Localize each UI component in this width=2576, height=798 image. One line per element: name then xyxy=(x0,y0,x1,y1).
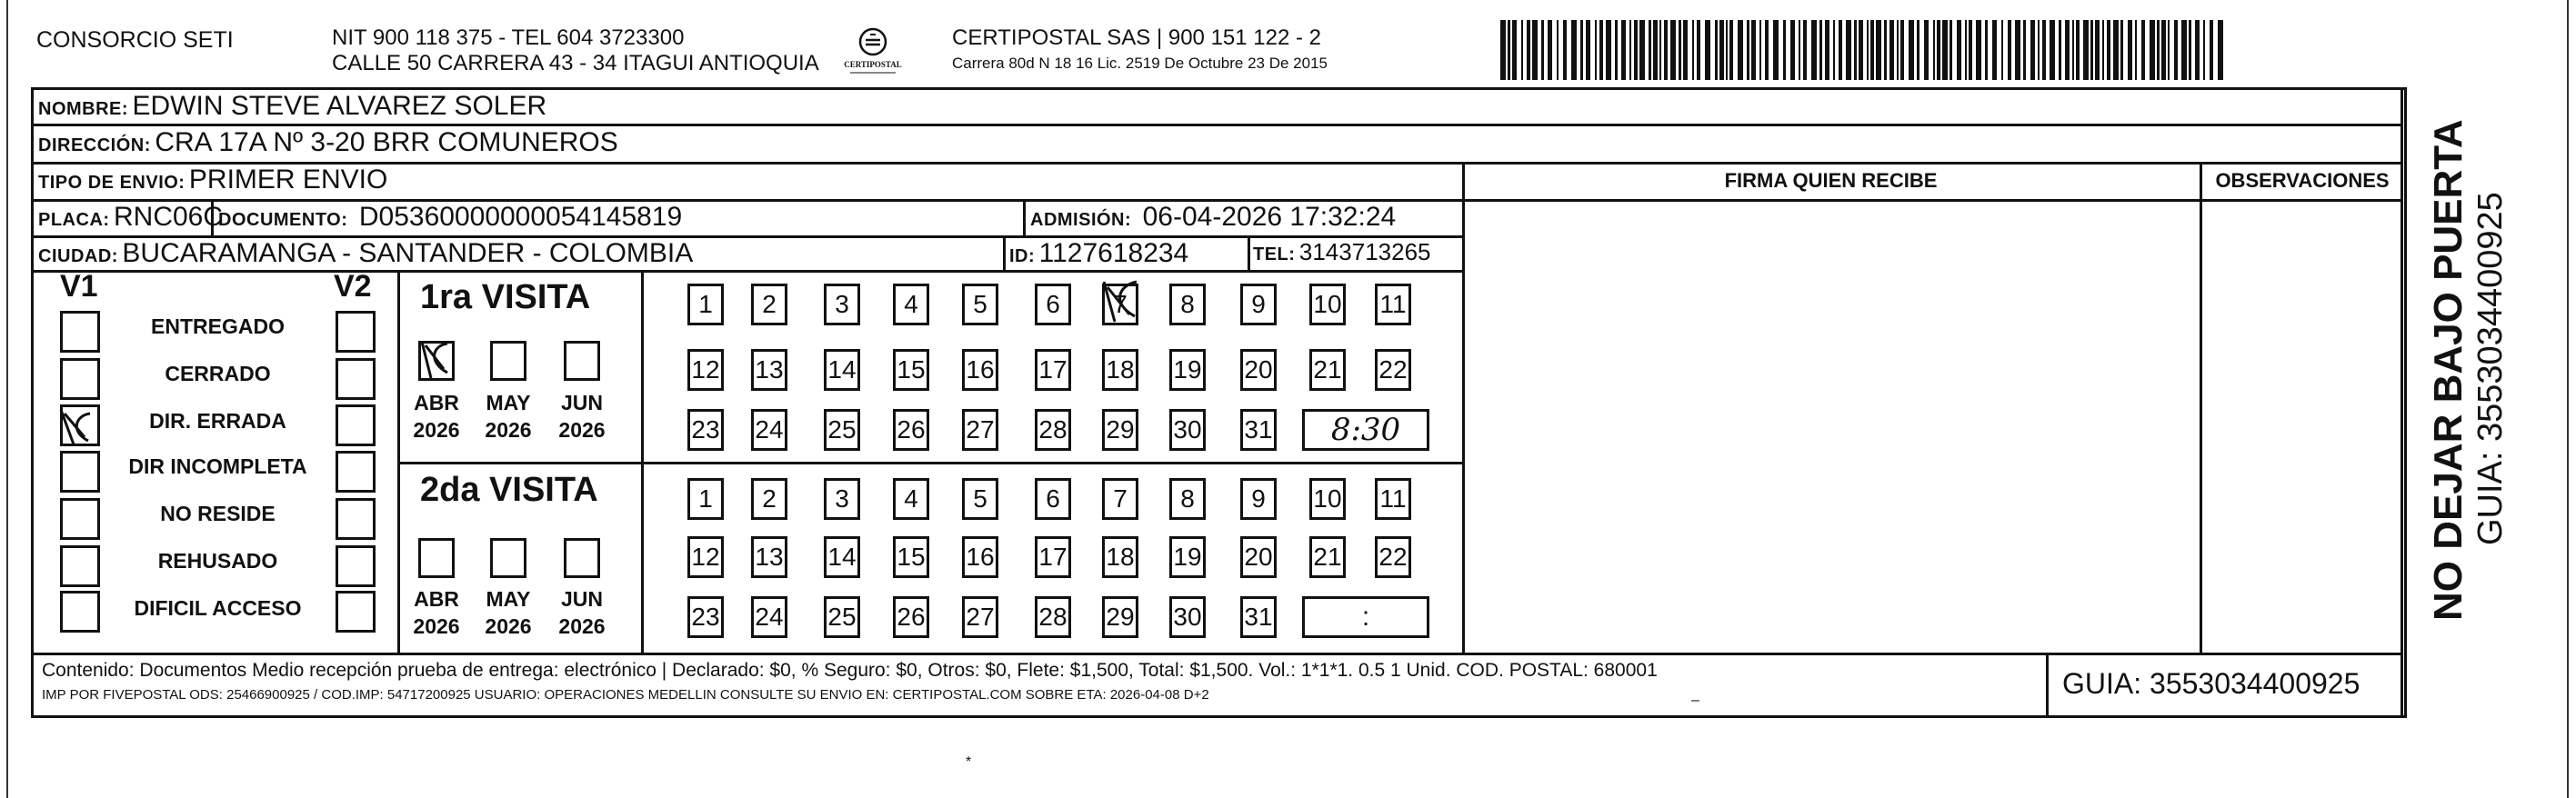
first-month-label-abr: ABR xyxy=(414,391,459,414)
direccion-label: DIRECCIÓN: xyxy=(38,135,151,155)
certipostal-logo xyxy=(832,24,914,78)
barcode-bar xyxy=(1889,20,1894,80)
second-day-box[interactable]: 20 xyxy=(1240,536,1277,578)
barcode-bar xyxy=(1985,20,1988,80)
barcode-bar xyxy=(1599,20,1603,80)
first-day-box[interactable]: 14 xyxy=(824,349,860,391)
barcode-bar xyxy=(1634,20,1638,80)
barcode-bar xyxy=(1532,20,1538,80)
first-day-box[interactable]: 30 xyxy=(1169,409,1206,451)
tel-value: 3143713265 xyxy=(1298,238,1431,265)
first-day-box[interactable]: 18 xyxy=(1102,349,1138,391)
first-day-box[interactable]: 16 xyxy=(962,349,998,391)
v1-checkbox[interactable] xyxy=(60,358,100,400)
second-day-box[interactable]: 26 xyxy=(893,596,929,638)
barcode-bar xyxy=(1773,20,1779,80)
barcode-bar xyxy=(1541,20,1544,80)
first-day-check-mark xyxy=(1098,278,1144,330)
barcode-bar xyxy=(1705,20,1710,80)
first-visit-title: 1ra VISITA xyxy=(420,278,591,316)
first-month-label-jun: JUN xyxy=(560,391,603,414)
barcode-bar xyxy=(2023,20,2026,80)
barcode-bar xyxy=(2189,20,2191,80)
barcode-bar xyxy=(1933,20,1935,80)
shipment-type: PRIMER ENVIO xyxy=(188,165,388,195)
first-day-box[interactable]: 8 xyxy=(1169,284,1206,325)
second-day-box[interactable]: 17 xyxy=(1035,536,1071,578)
second-year-jun: 2026 xyxy=(558,614,606,638)
barcode-bar xyxy=(1726,20,1728,80)
barcode-bar xyxy=(2008,20,2011,80)
barcode-bar xyxy=(2038,20,2040,80)
barcode-bar xyxy=(2195,20,2200,80)
second-day-box[interactable]: 30 xyxy=(1169,596,1206,638)
status-label: ENTREGADO xyxy=(151,314,285,338)
first-month-jun[interactable] xyxy=(564,341,600,381)
barcode-bar xyxy=(2059,20,2061,80)
second-visit-title: 2da VISITA xyxy=(420,471,598,509)
second-day-box[interactable]: 5 xyxy=(962,478,998,520)
barcode-bar xyxy=(1839,20,1842,80)
barcode-bar xyxy=(1697,20,1700,80)
second-month-abr[interactable] xyxy=(418,538,455,578)
second-day-box[interactable]: 24 xyxy=(751,596,787,638)
barcode-bar xyxy=(2042,20,2046,80)
barcode-bar xyxy=(2120,20,2123,80)
barcode-bar xyxy=(1606,20,1611,80)
first-day-box[interactable]: 5 xyxy=(962,284,998,325)
status-label: DIR. ERRADA xyxy=(149,409,286,433)
barcode-bar xyxy=(2157,20,2160,80)
barcode-bar xyxy=(1670,20,1676,80)
second-day-box[interactable]: 2 xyxy=(751,478,787,520)
firma-header: FIRMA QUIEN RECIBE xyxy=(1724,169,1938,192)
barcode-bar xyxy=(2150,20,2155,80)
status-label: REHUSADO xyxy=(157,549,278,573)
v2-checkbox[interactable] xyxy=(336,591,376,633)
side-guia: GUIA: 3553034400925 xyxy=(2471,192,2510,545)
second-month-may[interactable] xyxy=(490,538,526,578)
status-label: CERRADO xyxy=(165,362,271,385)
side-warning: NO DEJAR BAJO PUERTA xyxy=(2426,119,2471,621)
second-day-box[interactable]: 6 xyxy=(1035,478,1071,520)
barcode-bar xyxy=(1659,20,1661,80)
barcode-bar xyxy=(1811,20,1817,80)
first-day-box[interactable]: 21 xyxy=(1309,349,1346,391)
barcode-bar xyxy=(1715,20,1718,80)
tel-label: TEL: xyxy=(1253,244,1296,264)
placa-label: PLACA: xyxy=(38,210,110,230)
dash-mark: – xyxy=(1691,693,1699,708)
barcode-bar xyxy=(2090,20,2093,80)
second-day-box[interactable]: 19 xyxy=(1169,536,1206,578)
second-day-box[interactable]: 10 xyxy=(1309,478,1346,520)
second-year-abr: 2026 xyxy=(413,614,460,638)
barcode-bar xyxy=(2161,20,2166,80)
barcode-bar xyxy=(2141,20,2145,80)
barcode-bar xyxy=(1759,20,1761,80)
barcode-bar xyxy=(1738,20,1743,80)
svg-text:CERTIPOSTAL: CERTIPOSTAL xyxy=(844,60,902,69)
second-year-may: 2026 xyxy=(485,614,532,638)
barcode-bar xyxy=(1854,20,1857,80)
first-day-box[interactable]: 3 xyxy=(824,284,860,325)
v1-check-mark xyxy=(57,404,103,454)
company-name: CONSORCIO SETI xyxy=(36,27,234,53)
first-month-label-may: MAY xyxy=(486,391,531,414)
barcode-bar xyxy=(1846,20,1851,80)
barcode-bar xyxy=(2102,20,2104,80)
barcode-bar xyxy=(1969,20,1972,80)
second-month-jun[interactable] xyxy=(564,538,600,578)
barcode-bar xyxy=(2203,20,2205,80)
barcode-bar xyxy=(1833,20,1835,80)
barcode-bar xyxy=(2095,20,2100,80)
first-day-box[interactable]: 28 xyxy=(1035,409,1071,451)
first-day-box[interactable]: 6 xyxy=(1035,284,1071,325)
second-day-box[interactable]: 22 xyxy=(1375,536,1411,578)
barcode-bar xyxy=(1859,20,1863,80)
barcode-bar xyxy=(1897,20,1899,80)
barcode-bar xyxy=(1679,20,1681,80)
second-day-box[interactable]: 25 xyxy=(824,596,860,638)
barcode-bar xyxy=(1799,20,1800,80)
nombre-label: NOMBRE: xyxy=(38,99,129,119)
second-visit-time[interactable]: : xyxy=(1302,596,1429,638)
barcode-bar xyxy=(1649,20,1651,80)
stray-mark: * xyxy=(966,754,972,770)
v1-checkbox[interactable] xyxy=(60,451,100,493)
barcode-bar xyxy=(1942,20,1948,80)
barcode-bar xyxy=(1639,20,1645,80)
second-day-box[interactable]: 7 xyxy=(1102,478,1138,520)
recipient-name: EDWIN STEVE ALVAREZ SOLER xyxy=(132,91,547,121)
first-day-box[interactable]: 2 xyxy=(751,284,787,325)
second-day-box[interactable]: 23 xyxy=(687,596,724,638)
barcode-bar xyxy=(1729,20,1733,80)
barcode-bar xyxy=(2174,20,2178,80)
barcode-bar xyxy=(1900,20,1904,80)
barcode-bar xyxy=(1653,20,1658,80)
side-divider xyxy=(2401,87,2403,718)
v2-checkbox[interactable] xyxy=(336,498,376,540)
v1-checkbox[interactable] xyxy=(60,498,100,540)
barcode-bar xyxy=(2050,20,2055,80)
plate-value: RNC06C xyxy=(114,202,224,232)
second-day-box[interactable]: 18 xyxy=(1102,536,1138,578)
second-day-box[interactable]: 12 xyxy=(687,536,724,578)
barcode-bar xyxy=(1803,20,1807,80)
barcode-bar xyxy=(2083,20,2089,80)
barcode-bar xyxy=(1683,20,1688,80)
recipient-address: CRA 17A Nº 3-20 BRR COMUNEROS xyxy=(155,127,618,157)
barcode-bar xyxy=(2135,20,2137,80)
first-day-box[interactable]: 4 xyxy=(893,284,929,325)
barcode-bar xyxy=(1595,20,1597,80)
status-label: DIFICIL ACCESO xyxy=(134,596,302,620)
nit-line: NIT 900 118 375 - TEL 604 3723300 xyxy=(332,25,685,50)
barcode-bar xyxy=(1870,20,1874,80)
barcode-bar xyxy=(2001,20,2003,80)
barcode-bar xyxy=(2076,20,2080,80)
barcode-bar xyxy=(1957,20,1961,80)
second-day-box[interactable]: 27 xyxy=(962,596,998,638)
barcode-bar xyxy=(1917,20,1919,80)
first-day-box[interactable]: 27 xyxy=(962,409,998,451)
barcode-bar xyxy=(2210,20,2213,80)
barcode-bar xyxy=(1527,20,1530,80)
barcode-bar xyxy=(1825,20,1829,80)
second-day-box[interactable]: 16 xyxy=(962,536,998,578)
barcode-bar xyxy=(2072,20,2074,80)
documento-label: DOCUMENTO: xyxy=(218,210,348,230)
ciudad-label: CIUDAD: xyxy=(38,246,118,266)
status-label: NO RESIDE xyxy=(160,502,276,525)
first-day-box[interactable]: 11 xyxy=(1375,284,1411,325)
first-month-may[interactable] xyxy=(490,341,526,381)
first-day-box[interactable]: 13 xyxy=(751,349,787,391)
barcode-bar xyxy=(1512,20,1517,80)
barcode-bar xyxy=(1563,20,1567,80)
second-day-box[interactable]: 15 xyxy=(893,536,929,578)
first-year-abr: 2026 xyxy=(413,418,460,442)
v2-checkbox[interactable] xyxy=(336,404,376,446)
first-day-box[interactable]: 29 xyxy=(1102,409,1138,451)
admission-value: 06-04-2026 17:32:24 xyxy=(1142,202,1397,232)
v1-checkbox[interactable] xyxy=(60,311,100,353)
barcode-bar xyxy=(1783,20,1786,80)
first-day-box[interactable]: 15 xyxy=(893,349,929,391)
second-day-box[interactable]: 3 xyxy=(824,478,860,520)
barcode-bar xyxy=(1765,20,1769,80)
barcode-bar xyxy=(1747,20,1749,80)
barcode-bar xyxy=(1548,20,1552,80)
v2-checkbox[interactable] xyxy=(336,311,376,353)
first-day-box[interactable]: 31 xyxy=(1240,409,1277,451)
barcode-bar xyxy=(1664,20,1668,80)
second-month-label-may: MAY xyxy=(486,587,531,611)
first-day-box[interactable]: 22 xyxy=(1375,349,1411,391)
first-day-box[interactable]: 20 xyxy=(1240,349,1277,391)
barcode-bar xyxy=(1500,20,1506,80)
first-month-check-mark xyxy=(416,338,458,386)
admision-label: ADMISIÓN: xyxy=(1030,210,1132,230)
barcode-bar xyxy=(1571,20,1577,80)
second-day-box[interactable]: 8 xyxy=(1169,478,1206,520)
v2-label: V2 xyxy=(334,269,372,304)
first-visit-time[interactable]: 8:30 xyxy=(1302,409,1429,451)
barcode-bar xyxy=(2128,20,2132,80)
barcode-bar xyxy=(1976,20,1981,80)
first-day-box[interactable]: 24 xyxy=(751,409,787,451)
barcode-bar xyxy=(1867,20,1869,80)
barcode-bar xyxy=(1580,20,1583,80)
barcode-bar xyxy=(1819,20,1822,80)
second-day-box[interactable]: 21 xyxy=(1309,536,1346,578)
second-month-label-jun: JUN xyxy=(560,587,603,611)
first-day-box[interactable]: 7 xyxy=(1102,284,1138,325)
first-year-may: 2026 xyxy=(485,418,532,442)
barcode-bar xyxy=(1586,20,1590,80)
barcode-bar xyxy=(1884,20,1887,80)
v2-checkbox[interactable] xyxy=(336,545,376,587)
v1-label: V1 xyxy=(60,269,98,304)
barcode-bar xyxy=(2168,20,2170,80)
barcode-bar xyxy=(1937,20,1940,80)
first-day-box[interactable]: 9 xyxy=(1240,284,1277,325)
first-day-box[interactable]: 23 xyxy=(687,409,724,451)
footer-guia: GUIA: 3553034400925 xyxy=(2062,667,2360,700)
id-label: ID: xyxy=(1009,246,1036,266)
second-day-box[interactable]: 28 xyxy=(1035,596,1071,638)
second-day-box[interactable]: 4 xyxy=(893,478,929,520)
barcode-bar xyxy=(1992,20,1997,80)
barcode-bar xyxy=(1621,20,1626,80)
barcode-bar xyxy=(1790,20,1795,80)
second-day-box[interactable]: 13 xyxy=(751,536,787,578)
second-day-box[interactable]: 29 xyxy=(1102,596,1138,638)
second-day-box[interactable]: 31 xyxy=(1240,596,1277,638)
first-day-box[interactable]: 19 xyxy=(1169,349,1206,391)
second-month-label-abr: ABR xyxy=(414,587,459,611)
barcode xyxy=(1500,20,2228,80)
barcode-bar xyxy=(2107,20,2110,80)
barcode-bar xyxy=(1692,20,1694,80)
v2-checkbox[interactable] xyxy=(336,451,376,493)
first-day-box[interactable]: 17 xyxy=(1035,349,1071,391)
barcode-bar xyxy=(1924,20,1929,80)
barcode-bar xyxy=(2113,20,2119,80)
first-day-box[interactable]: 25 xyxy=(824,409,860,451)
barcode-bar xyxy=(1629,20,1631,80)
barcode-bar xyxy=(2065,20,2070,80)
barcode-bar xyxy=(1508,20,1510,80)
status-label: DIR INCOMPLETA xyxy=(128,454,307,478)
first-day-box[interactable]: 1 xyxy=(687,284,724,325)
carrier-sub: Carrera 80d N 18 16 Lic. 2519 De Octubre 23 De 2015 xyxy=(952,55,1328,72)
first-year-jun: 2026 xyxy=(558,418,606,442)
v1-checkbox[interactable] xyxy=(60,591,100,633)
barcode-bar xyxy=(1950,20,1952,80)
second-day-box[interactable]: 14 xyxy=(824,536,860,578)
observaciones-header: OBSERVACIONES xyxy=(2215,169,2390,192)
barcode-bar xyxy=(2030,20,2035,80)
id-value: 1127618234 xyxy=(1038,238,1189,268)
address-line: CALLE 50 CARRERA 43 - 34 ITAGUI ANTIOQUIA xyxy=(332,51,819,75)
second-day-box[interactable]: 11 xyxy=(1375,478,1411,520)
document-value: D05360000000054145819 xyxy=(358,202,683,232)
barcode-bar xyxy=(1876,20,1881,80)
barcode-bar xyxy=(2181,20,2187,80)
first-day-box[interactable]: 10 xyxy=(1309,284,1346,325)
carrier-line: CERTIPOSTAL SAS | 900 151 122 - 2 xyxy=(952,25,1321,50)
city-value: BUCARAMANGA - SANTANDER - COLOMBIA xyxy=(122,238,694,268)
v2-checkbox[interactable] xyxy=(336,358,376,400)
barcode-bar xyxy=(2015,20,2020,80)
first-day-box[interactable]: 26 xyxy=(893,409,929,451)
tipo-label: TIPO DE ENVIO: xyxy=(38,173,185,193)
first-day-box[interactable]: 12 xyxy=(687,349,724,391)
v1-checkbox[interactable] xyxy=(60,545,100,587)
barcode-bar xyxy=(1751,20,1756,80)
barcode-bar xyxy=(1909,20,1914,80)
second-day-box[interactable]: 9 xyxy=(1240,478,1277,520)
barcode-bar xyxy=(1557,20,1559,80)
imp-line: IMP POR FIVEPOSTAL ODS: 25466900925 / COD.IMP: 54717200925 USUARIO: OPERACIONES MEDELLIN CONSULTE SU ENVIO EN: CERTIPOSTAL.COM SOBRE ETA: 2026-04-08 D+2 xyxy=(42,687,1209,703)
barcode-bar xyxy=(1615,20,1618,80)
barcode-bar xyxy=(1965,20,1967,80)
barcode-bar xyxy=(1521,20,1523,80)
second-day-box[interactable]: 1 xyxy=(687,478,724,520)
barcode-bar xyxy=(2218,20,2223,80)
content-line: Contenido: Documentos Medio recepción prueba de entrega: electrónico | Declarado: $0, % Seguro: $0, Otros: $0, Flete: $1,500, Total: $1,500. Vol.: 1*1*1. 0.5 1 Unid. COD. POSTAL: 680001 xyxy=(42,660,1658,681)
barcode-bar xyxy=(1719,20,1724,80)
